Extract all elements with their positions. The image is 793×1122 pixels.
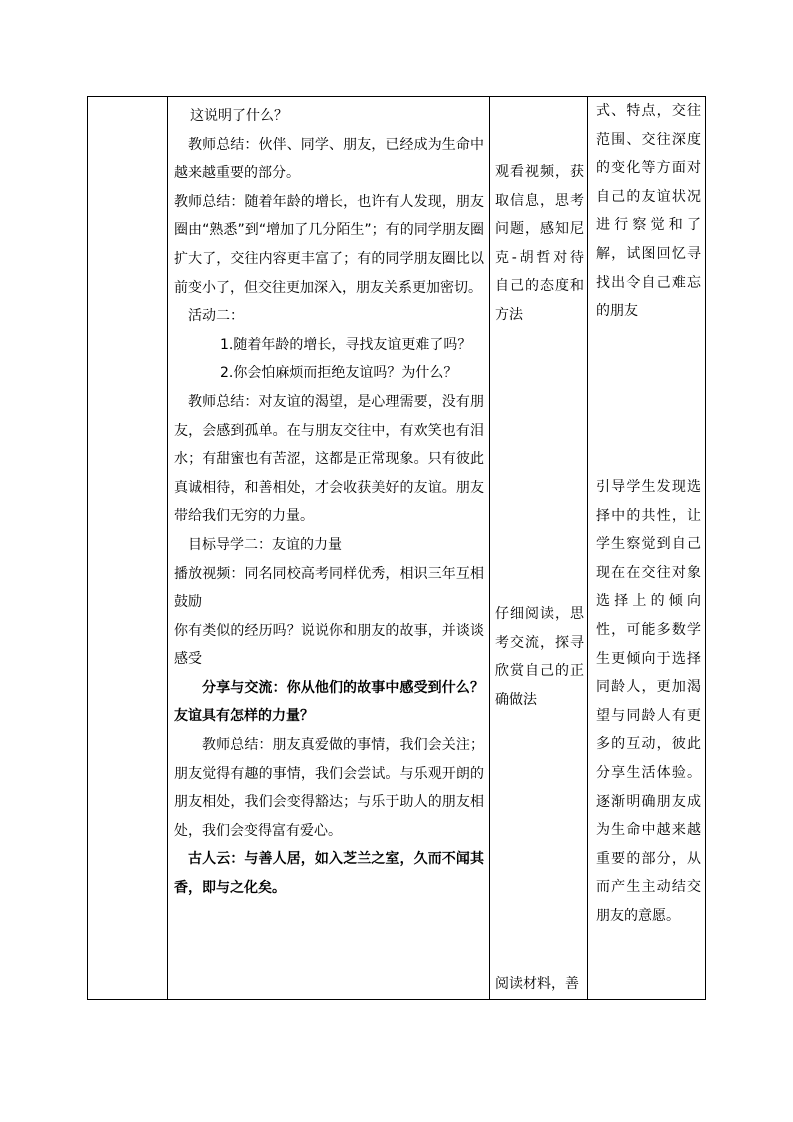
section-heading-text: 目标导学二：友谊的力量 <box>188 536 342 553</box>
design-intent-column <box>588 97 705 999</box>
student-activity-text: 阅读材料，善 <box>495 976 579 992</box>
paragraph: 这说明了什么？ <box>190 108 288 124</box>
paragraph: 活动二： <box>188 308 244 325</box>
bold-quote: 古人云：与善人居，如入芝兰之室，久而不闻其香，即与之化矣。 <box>174 851 484 897</box>
paragraph: 教师总结：随着年龄的增长，也许有人发现，朋友圈由“熟悉”到“增加了几分陌生”；有的同学朋友圈扩大了，交往内容更丰富了；有的同学朋友圈比以前变小了，但交往更加深入，朋友关系更加密切。 <box>174 193 484 296</box>
design-intent-text: 引导学生发现选择中的共性，让学生察觉到自己现在在交往对象选择上的倾向性，可能多数学生更倾向于选择同龄人，更加渴望与同龄人有更多的互动，彼此分享生活体验。逐渐明确朋友成为生命中越来越重要的部分，从而产生主动结交朋友的意愿。 <box>596 479 701 924</box>
empty-first-column <box>88 97 167 999</box>
lesson-plan-table <box>87 96 706 1000</box>
paragraph: 教师总结：朋友真爱做的事情，我们会关注；朋友觉得有趣的事情，我们会尝试。与乐观开朗的朋友相处，我们会变得豁达；与乐于助人的朋友相处，我们会变得富有爱心。 <box>174 737 484 839</box>
teacher-activity-column <box>168 97 490 999</box>
question-item: 1.随着年龄的增长，寻找友谊更难了吗？ <box>220 336 472 353</box>
bold-question: 分享与交流：你从他们的故事中感受到什么？友谊具有怎样的力量？ <box>174 679 484 725</box>
paragraph: 播放视频：同名同校高考同样优秀，相识三年互相鼓励 <box>174 565 484 611</box>
section-heading <box>174 531 484 560</box>
student-activity-text: 观看视频，获取信息，思考问题，感知尼克-胡哲对待自己的态度和方法 <box>495 164 584 323</box>
question-item: 2.你会怕麻烦而拒绝友谊吗？为什么？ <box>220 365 458 382</box>
paragraph: 教师总结：伙伴、同学、朋友，已经成为生命中越来越重要的部分。 <box>174 136 484 182</box>
student-activity-text: 仔细阅读，思考交流，探寻欣赏自己的正确做法 <box>495 606 584 708</box>
student-activity-column <box>490 97 588 999</box>
design-intent-text: 式、特点，交往范围、交往深度的变化等方面对自己的友谊状况进行察觉和了解，试图回忆寻找出令自己难忘的朋友 <box>596 103 701 320</box>
paragraph: 教师总结：对友谊的渴望，是心理需要，没有朋友，会感到孤单。在与朋友交往中，有欢笑也有泪水；有甜蜜也有苦涩，这都是正常现象。只有彼此真诚相待，和善相处，才会收获美好的友谊。朋友带给我们无穷的力量。 <box>174 393 484 525</box>
paragraph: 你有类似的经历吗？说说你和朋友的故事，并谈谈感受 <box>174 622 484 668</box>
